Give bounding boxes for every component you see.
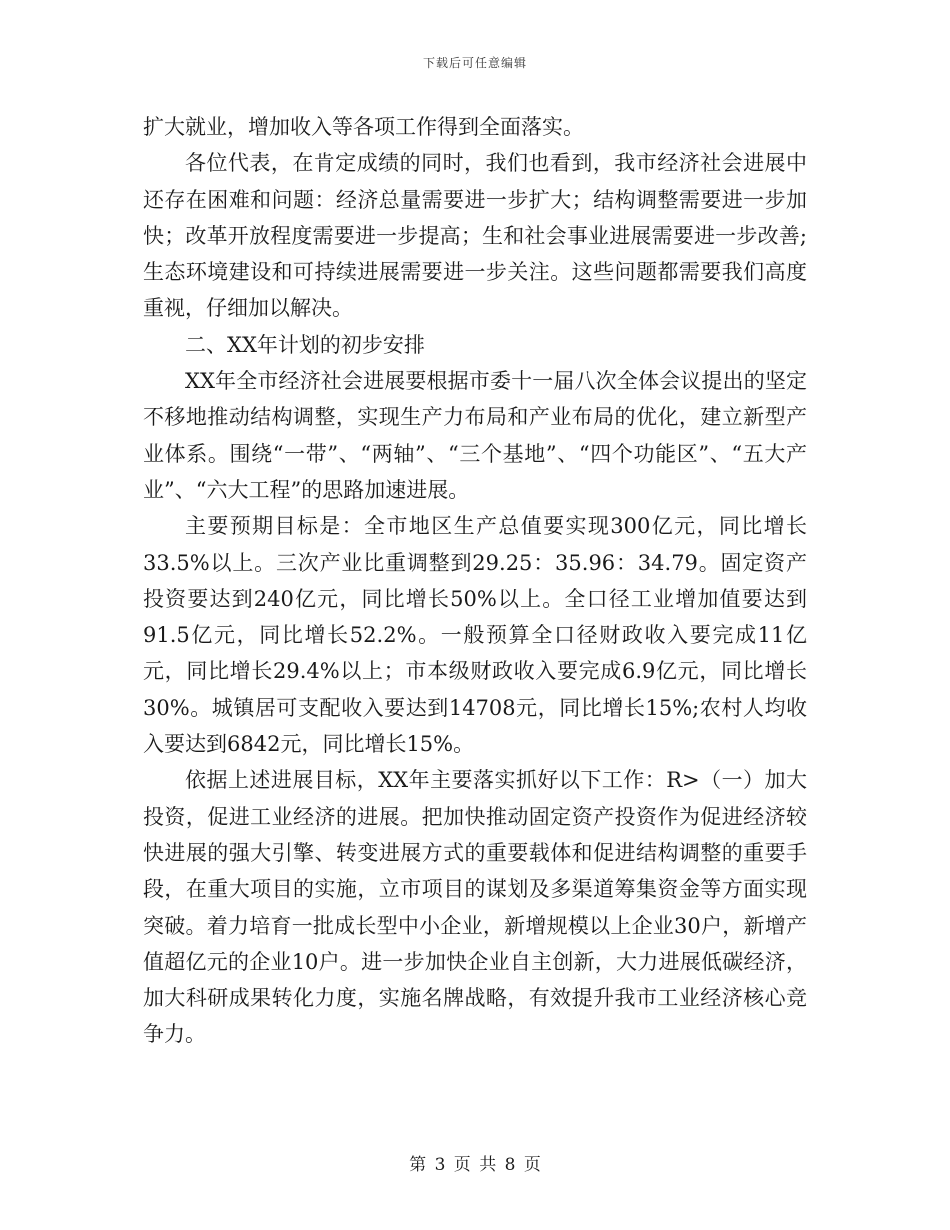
page-number-footer: 第 3 页 共 8 页 <box>409 1155 541 1175</box>
paragraph-plan-overview: XX年全市经济社会进展要根据市委十一届八次全体会议提出的坚定不移地推动结构调整，实现生产力布局和产业布局的优化，建立新型产业体系。围绕“一带”、“两轴”、“三个基地”、“四个功能区”、“五大产业”、“六大工程”的思路加速进展。 <box>143 369 807 502</box>
page-header: 下载后可任意编辑 <box>422 56 527 70</box>
section-heading: 二、XX年计划的初步安排 <box>185 332 425 357</box>
paragraph-problems: 各位代表，在肯定成绩的同时，我们也看到，我市经济社会进展中还存在困难和问题：经济总量需要进一步扩大；结构调整需要进一步加快；改革开放程度需要进一步提高；生和社会事业进展需要进一步改善;生态环境建设和可持续进展需要进一步关注。这些问题都需要我们高度重视，仔细加以解决。 <box>143 151 807 321</box>
paragraph-continuation: 扩大就业，增加收入等各项工作得到全面落实。 <box>143 115 584 139</box>
body-text <box>143 109 807 1053</box>
paragraph-targets: 主要预期目标是：全市地区生产总值要实现300亿元，同比增长33.5%以上。三次产业比重调整到29.25：35.96：34.79。固定资产投资要达到240亿元，同比增长50%以上。全口径工业增加值要达到91.5亿元，同比增长52.2%。一般预算全口径财政收入要完成11亿元，同比增长29.4%以上；市本级财政收入要完成6.9亿元，同比增长30%。城镇居可支配收入要达到14708元，同比增长15%;农村人均收入要达到6842元，同比增长15%。 <box>143 514 807 757</box>
paragraph-work-items: 依据上述进展目标，XX年主要落实抓好以下工作：R>（一）加大投资，促进工业经济的进展。把加快推动固定资产投资作为促进经济较快进展的强大引擎、转变进展方式的重要载体和促进结构调整的重要手段，在重大项目的实施，立市项目的谋划及多渠道筹集资金等方面实现突破。着力培育一批成长型中小企业，新增规模以上企业30户，新增产值超亿元的企业10户。进一步加快企业自主创新，大力进展低碳经济，加大科研成果转化力度，实施名牌战略，有效提升我市工业经济核心竞争力。 <box>143 768 807 1047</box>
